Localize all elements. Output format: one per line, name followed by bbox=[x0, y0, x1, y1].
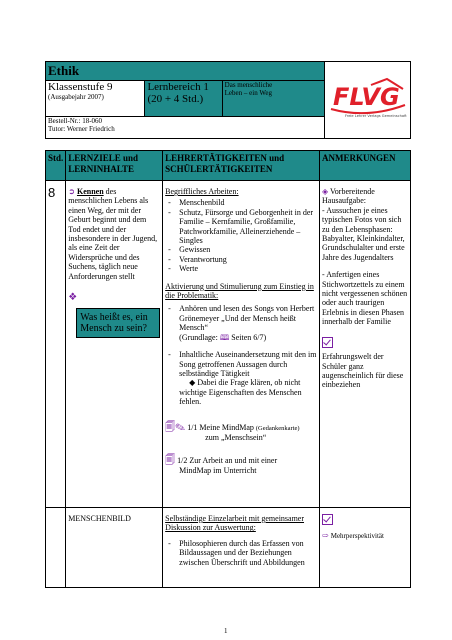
order-number: Bestell-Nr.: 18-060 bbox=[48, 117, 103, 125]
mindmap2-block bbox=[165, 456, 317, 475]
list-item: - Schutz, Fürsorge und Geborgenheit in der Familie – Kernfamilie, Großfamilie, Patchworkfamilie, Alleinerziehende – Singles bbox=[165, 208, 317, 246]
mindmap1-small: (Gedankenkarte) bbox=[255, 424, 300, 432]
menschenbild-label: MENSCHENBILD bbox=[68, 514, 131, 523]
begriffe-title: Begriffliches Arbeiten: bbox=[165, 187, 239, 196]
anm-vorbereitende: Vorbereitende bbox=[330, 187, 375, 196]
mindmap2-line1: 1/2 Zur Arbeit an und mit einer bbox=[177, 456, 278, 466]
grundlage-suffix: Seiten 6/7) bbox=[231, 332, 267, 342]
list-item: - Menschenbild bbox=[165, 198, 317, 207]
tutor-name: Tutor: Werner Friedrich bbox=[48, 125, 115, 133]
mindmap2-line2: MindMap im Unterricht bbox=[179, 465, 257, 475]
svg-text:FLVG: FLVG bbox=[332, 82, 400, 111]
grade-cell bbox=[46, 81, 145, 117]
anm-erfahrung: Erfahrungswelt der Schüler ganz augenscheinlich für diese einbeziehen bbox=[322, 352, 404, 390]
header-table bbox=[45, 61, 411, 139]
col-std: Std. bbox=[46, 151, 66, 181]
subject-cell bbox=[46, 62, 325, 81]
logo-cell bbox=[325, 62, 411, 139]
checkbox-icon bbox=[322, 514, 408, 527]
col-lernziele: LERNZIELE und LERNINHALTE bbox=[66, 151, 163, 181]
aktivierung-item2: Inhaltliche Auseinandersetzung mit den im Song getroffenen Aussagen durch selbständige Tätigkeit bbox=[179, 350, 317, 378]
anmerkungen-cell bbox=[320, 181, 411, 508]
diamond-icon: ◈ bbox=[322, 187, 329, 196]
page-number: 1 bbox=[224, 627, 228, 635]
kennen-label: Kennen bbox=[76, 187, 104, 196]
lernziel-cell-2 bbox=[66, 508, 163, 588]
lernbereich-line1: Lernbereich 1 bbox=[147, 81, 209, 93]
begriffe-list bbox=[165, 198, 317, 273]
diamond-bullet-icon: ◆ bbox=[189, 378, 196, 388]
aktivierung-title: Aktivierung und Stimulierung zum Einstieg in die Problematik: bbox=[165, 281, 314, 301]
worksheet-icon: 🗐 bbox=[165, 455, 176, 467]
std-cell-empty bbox=[46, 508, 66, 588]
list-item: - Gewissen bbox=[165, 245, 317, 254]
order-cell bbox=[46, 117, 325, 139]
book-icon: 🕮 bbox=[219, 332, 230, 342]
lernziel-text-block bbox=[68, 187, 160, 281]
logo-subtitle: Freie Lehrer Verlags Gemeinschaft bbox=[344, 113, 407, 118]
topic-cell bbox=[222, 81, 324, 117]
list-item: - Philosophieren durch das Erfassen von Bildaussagen und der Beziehungen zwischen Überschrift und Abbildungen bbox=[165, 539, 317, 567]
anm-text1: - Aussuchen je eines typischen Fotos von sich zu den Lebensphasen: Babyalter, Kleinkindalter, Grundschulalter und erste Jahre des Jugendalters bbox=[322, 205, 405, 262]
subject-title: Ethik bbox=[48, 63, 80, 78]
einzelarbeit-list bbox=[165, 539, 317, 567]
lehrer-cell-2 bbox=[163, 508, 320, 588]
list-item bbox=[165, 350, 317, 406]
vorbereitende-line bbox=[322, 187, 408, 196]
list-item: - Werte bbox=[165, 264, 317, 273]
question-box: Was heißt es, ein Mensch zu sein? bbox=[76, 308, 160, 338]
list-item bbox=[165, 304, 317, 342]
arrow-right-outline-icon: ⇨ bbox=[322, 531, 329, 541]
anmerkungen-cell-2 bbox=[320, 508, 411, 588]
lehrer-cell bbox=[163, 181, 320, 508]
arrow-right-icon: ➲ bbox=[68, 187, 75, 196]
aktivierung-item1: Anhören und lesen des Songs von Herbert Grönemeyer „Und der Mensch heißt Mensch“ bbox=[179, 304, 315, 333]
anm-text2: - Anfertigen eines Stichwortzettels zu einem nicht vergessenen schönen oder auch traurigen Erlebnis in diesen Phasen innerhalb der Familie bbox=[322, 270, 408, 327]
lernziel-cell bbox=[66, 181, 163, 508]
lernbereich-line2: (20 + 4 Std.) bbox=[147, 93, 204, 105]
col-anmerkungen: ANMERKUNGEN bbox=[320, 151, 411, 181]
aktivierung-list bbox=[165, 304, 317, 406]
mindmap1-block bbox=[165, 423, 317, 443]
topic-line2: Leben – ein Weg bbox=[224, 89, 272, 97]
anm-mehr: Mehrperspektivität bbox=[330, 532, 384, 541]
diamond-cluster-icon: ❖ bbox=[68, 292, 78, 304]
mehrperspektiv-line bbox=[322, 531, 408, 541]
mindmap1-line2: zum „Menschsein“ bbox=[205, 432, 267, 442]
edition-label: (Ausgabejahr 2007) bbox=[48, 93, 104, 101]
list-item: - Verantwortung bbox=[165, 255, 317, 264]
lernziel-text: des menschlichen Lebens als einen Weg, der mit der Geburt beginnt und dem Tod endet und der insbesondere in der Jugend, als eine Zeit der Widersprüche und des Suchens, täglich neue Anforderungen stellt bbox=[68, 187, 158, 281]
std-value: 8 bbox=[48, 185, 56, 200]
grundlage-prefix: (Grundlage: bbox=[179, 332, 218, 342]
checkbox-icon bbox=[322, 337, 408, 350]
topic-line1: Das menschliche bbox=[224, 81, 273, 89]
std-cell bbox=[46, 181, 66, 508]
anm-hausaufgabe: Hausaufgabe: bbox=[322, 196, 366, 206]
mindmap1-main: 1/1 Meine MindMap bbox=[187, 422, 254, 432]
col-lehrer: LEHRERTÄTIGKEITEN und SCHÜLERTÄTIGKEITEN bbox=[163, 151, 320, 181]
lernbereich-cell bbox=[145, 81, 222, 117]
lesson-table bbox=[45, 150, 411, 588]
grade-label: Klassenstufe 9 bbox=[48, 81, 113, 93]
worksheet-pencil-icon: 🗐✎ bbox=[165, 421, 186, 433]
flvg-logo bbox=[327, 75, 409, 121]
aktivierung-sub: Dabei die Frage klären, ob nicht wichtige Eigenschaften des Menschen fehlen. bbox=[179, 378, 302, 407]
einzelarbeit-title: Selbständige Einzelarbeit mit gemeinsamer Diskussion zur Auswertung: bbox=[165, 514, 305, 533]
